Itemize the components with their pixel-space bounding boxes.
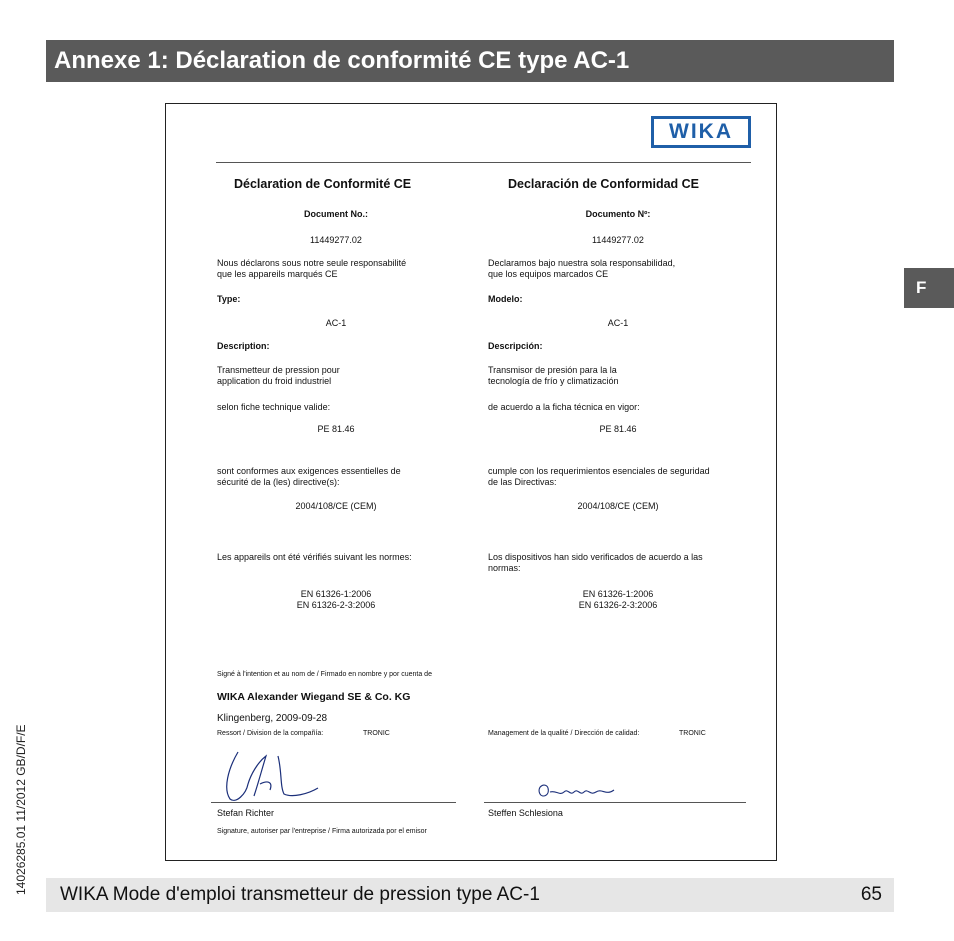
left-intro-2: que les appareils marqués CE — [217, 269, 338, 279]
left-desc-label: Description: — [217, 341, 270, 351]
wika-logo: WIKA — [651, 116, 751, 148]
place-date: Klingenberg, 2009-09-28 — [217, 713, 328, 724]
signature-right-image — [534, 780, 624, 802]
right-sheet-value: PE 81.46 — [599, 424, 637, 434]
page-footer — [46, 878, 894, 912]
dept-right-label: Management de la qualité / Dirección de calidad: — [488, 730, 640, 737]
left-norm-1: EN 61326-1:2006 — [300, 589, 372, 599]
right-norms-text-2: normas: — [488, 563, 521, 573]
signer-right: Steffen Schlesiona — [488, 808, 563, 818]
right-intro-1: Declaramos bajo nuestra sola responsabilidad, — [488, 258, 676, 268]
left-desc-2: application du froid industriel — [217, 376, 332, 386]
dept-right-value: TRONIC — [679, 730, 706, 737]
right-norm-2: EN 61326-2-3:2006 — [578, 600, 658, 610]
right-conf-1: cumple con los requerimientos esenciales de seguridad — [488, 466, 710, 476]
right-sheet-text: de acuerdo a la ficha técnica en vigor: — [488, 402, 640, 412]
right-doc-label: Documento Nº: — [585, 209, 651, 219]
left-sheet-text: selon fiche technique valide: — [217, 402, 331, 412]
left-intro-1: Nous déclarons sous notre seule responsabilité — [217, 258, 407, 268]
left-sheet-value: PE 81.46 — [317, 424, 355, 434]
right-type-value: AC-1 — [607, 318, 629, 328]
left-type-value: AC-1 — [325, 318, 347, 328]
signed-on-behalf: Signé à l'intention et au nom de / Firmado en nombre y por cuenta de — [217, 671, 432, 678]
left-doc-label: Document No.: — [304, 209, 368, 219]
right-type-label: Modelo: — [488, 294, 523, 304]
right-desc-label: Descripción: — [488, 341, 543, 351]
top-divider — [216, 162, 751, 163]
footer-title: WIKA Mode d'emploi transmetteur de pression type AC-1 — [60, 884, 540, 905]
document-code: 14026285.01 11/2012 GB/D/F/E — [14, 724, 28, 895]
left-conf-1: sont conformes aux exigences essentielles de — [217, 466, 401, 476]
right-desc-2: tecnología de frío y climatización — [488, 376, 619, 386]
left-type-label: Type: — [217, 294, 241, 304]
signature-line-right — [484, 802, 746, 803]
right-conf-2: de las Directivas: — [488, 477, 557, 487]
page-number: 65 — [860, 884, 882, 905]
signer-left: Stefan Richter — [217, 808, 275, 818]
left-desc-1: Transmetteur de pression pour — [217, 365, 340, 375]
company-name: WIKA Alexander Wiegand SE & Co. KG — [217, 691, 411, 703]
right-title: Declaración de Conformidad CE — [508, 177, 700, 191]
language-tab: F — [904, 268, 954, 308]
signature-line-left — [211, 802, 456, 803]
right-directive: 2004/108/CE (CEM) — [577, 501, 659, 511]
signature-left-image — [218, 744, 338, 806]
page-header: Annexe 1: Déclaration de conformité CE type AC-1 — [46, 40, 894, 82]
left-norm-2: EN 61326-2-3:2006 — [296, 600, 376, 610]
right-doc-number: 11449277.02 — [592, 235, 644, 245]
dept-left-value: TRONIC — [363, 730, 390, 737]
left-title: Déclaration de Conformité CE — [234, 177, 412, 191]
left-conf-2: sécurité de la (les) directive(s): — [217, 477, 340, 487]
right-norms-text-1: Los dispositivos han sido verificados de acuerdo a las — [488, 552, 703, 562]
left-norms-text: Les appareils ont été vérifiés suivant les normes: — [217, 552, 412, 562]
left-doc-number: 11449277.02 — [310, 235, 362, 245]
right-desc-1: Transmisor de presión para la la — [488, 365, 617, 375]
signature-caption: Signature, autoriser par l'entreprise / Firma autorizada por el emisor — [217, 828, 427, 835]
right-intro-2: que los equipos marcados CE — [488, 269, 609, 279]
dept-left-label: Ressort / Division de la compañía: — [217, 730, 324, 737]
right-norm-1: EN 61326-1:2006 — [582, 589, 654, 599]
left-directive: 2004/108/CE (CEM) — [295, 501, 377, 511]
conformity-certificate — [165, 103, 777, 861]
